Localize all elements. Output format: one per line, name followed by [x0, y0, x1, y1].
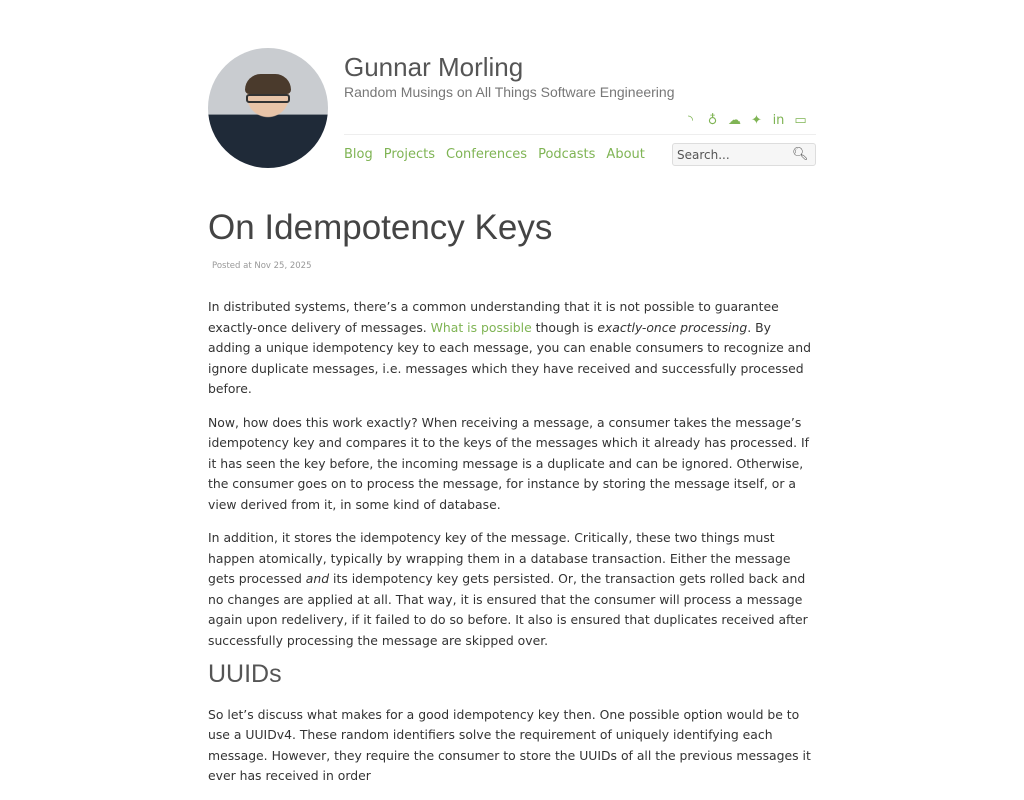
divider: [344, 134, 816, 135]
emphasis: exactly-once processing: [597, 319, 748, 335]
post-date: Posted at Nov 25, 2025: [212, 261, 312, 271]
github-icon[interactable]: ♁: [707, 113, 718, 128]
main-nav: [344, 147, 645, 162]
search-icon[interactable]: 🔍︎: [792, 147, 809, 162]
social-links: [683, 113, 808, 128]
search-box: [672, 143, 816, 166]
author-avatar: [208, 48, 328, 168]
site-title[interactable]: Gunnar Morling: [344, 52, 524, 82]
text: In distributed systems, there’s a common understanding that it is not possible to guarantee exactly-once delivery of messages.: [208, 299, 779, 335]
site-subtitle: Random Musings on All Things Software Engineering: [344, 84, 675, 100]
text: though is: [531, 319, 598, 335]
nav-conferences[interactable]: Conferences: [446, 147, 528, 162]
nav-podcasts[interactable]: Podcasts: [538, 147, 596, 162]
twitter-icon[interactable]: ✦: [751, 113, 762, 128]
nav-about[interactable]: About: [606, 147, 645, 162]
paragraph: [208, 297, 816, 400]
cloud-icon[interactable]: ☁: [728, 113, 741, 128]
text: In addition, it stores the idempotency key of the message. Critically, these two things must happen atomically, typically by wrapping them in a database transaction. Either the message gets processed: [208, 530, 791, 586]
rss-icon[interactable]: ◝: [687, 113, 694, 128]
search-input[interactable]: [677, 148, 792, 162]
nav-projects[interactable]: Projects: [383, 147, 436, 162]
text: its idempotency key gets persisted. Or, the transaction gets rolled back and no changes are applied at all. That way, it is ensured that the consumer will process a message again upon redelivery, if it failed to do so before. It also is ensured that duplicates received after successfully processing the message are skipped over.: [208, 571, 808, 648]
emphasis: and: [305, 571, 330, 586]
linkedin-icon[interactable]: in: [772, 113, 785, 128]
paragraph: Now, how does this work exactly? When receiving a message, a consumer takes the message’s idempotency key and compares it to the keys of the messages which it already has processed. If it has seen the key before, the incoming message is a duplicate and can be ignored. Otherwise, the consumer goes on to process the message, for instance by storing the message itself, or a view derived from it, in some kind of database.: [208, 414, 810, 512]
nav-blog[interactable]: Blog: [344, 147, 373, 162]
post-content: [208, 297, 816, 800]
section-heading: UUIDs: [208, 660, 282, 688]
paragraph: [208, 528, 816, 651]
what-is-possible-link[interactable]: What is possible: [430, 319, 532, 335]
post-title: On Idempotency Keys: [208, 208, 553, 247]
comment-icon[interactable]: ▭: [794, 113, 807, 128]
text: . By adding a unique idempotency key to each message, you can enable consumers to recognize and ignore duplicate messages, i.e. messages which they have received and successfully processed before.: [208, 319, 811, 396]
paragraph: So let’s discuss what makes for a good idempotency key then. One possible option would be to use a UUIDv4. These random identifiers solve the requirement of uniquely identifying each message. However, they require the consumer to store the UUIDs of all the previous messages it ever has received in order: [208, 706, 811, 783]
